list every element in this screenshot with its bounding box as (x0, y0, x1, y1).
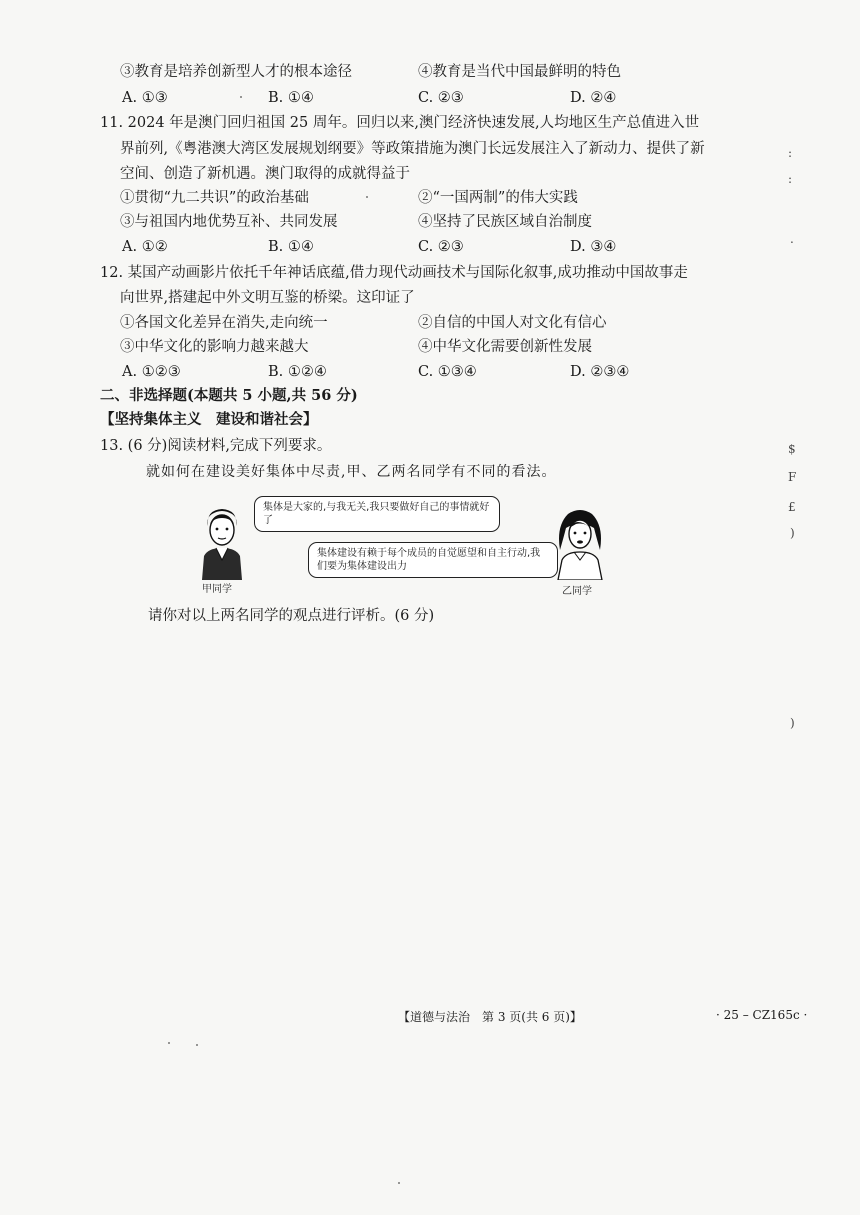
edge-mark-6: £ (788, 500, 796, 514)
scan-speck (398, 1182, 400, 1184)
q10-option-b: B. ①④ (268, 90, 314, 106)
edge-mark-3: . (790, 232, 794, 246)
section-topic-heading: 【坚持集体主义 建设和谐社会】 (100, 411, 318, 428)
q10-option-a: A. ①③ (122, 90, 168, 106)
q12-stem-line-1: 12. 某国产动画影片依托千年神话底蕴,借力现代动画技术与国际化叙事,成功推动中国故事走 (100, 265, 688, 281)
student-b-label: 乙同学 (562, 586, 592, 597)
q12-item-1: ①各国文化差异在消失,走向统一 (120, 315, 328, 331)
section-2-heading: 二、非选择题(本题共 5 小题,共 56 分) (100, 387, 358, 404)
edge-mark-1: : (788, 146, 793, 160)
q12-option-a: A. ①②③ (122, 364, 181, 380)
scan-speck (196, 1044, 198, 1046)
q13-task: 请你对以上两名同学的观点进行评析。(6 分) (148, 608, 435, 624)
q12-option-b: B. ①②④ (268, 364, 327, 380)
q11-stem-line-3: 空间、创造了新机遇。澳门取得的成就得益于 (120, 166, 410, 182)
exam-code: · 25 – CZ165c · (716, 1008, 808, 1022)
q12-item-2: ②自信的中国人对文化有信心 (418, 315, 607, 331)
q10-option-d: D. ②④ (570, 90, 617, 106)
q10-option-c: C. ②③ (418, 90, 464, 106)
edge-mark-4: $ (788, 442, 796, 456)
q11-item-4: ④坚持了民族区域自治制度 (418, 214, 592, 230)
student-b-speech-bubble: 集体建设有赖于每个成员的自觉愿望和自主行动,我们要为集体建设出力 (308, 542, 558, 578)
scan-speck (240, 96, 242, 98)
q12-item-4: ④中华文化需要创新性发展 (418, 339, 592, 355)
q11-item-3: ③与祖国内地优势互补、共同发展 (120, 214, 338, 230)
q12-option-c: C. ①③④ (418, 364, 477, 380)
student-b-illustration (550, 506, 610, 580)
student-a-illustration (192, 504, 252, 580)
q12-option-d: D. ②③④ (570, 364, 630, 380)
edge-mark-2: : (788, 172, 793, 186)
q11-option-b: B. ①④ (268, 239, 314, 255)
q11-item-2: ②“一国两制”的伟大实践 (418, 190, 578, 206)
q11-option-c: C. ②③ (418, 239, 464, 255)
q11-option-a: A. ①② (122, 239, 168, 255)
edge-mark-7: ) (790, 526, 795, 540)
q11-stem-line-2: 界前列,《粤港澳大湾区发展规划纲要》等政策措施为澳门长远发展注入了新动力、提供了新 (120, 141, 705, 157)
q12-stem-line-2: 向世界,搭建起中外文明互鉴的桥梁。这印证了 (120, 290, 415, 306)
q11-stem-line-1: 11. 2024 年是澳门回归祖国 25 周年。回归以来,澳门经济快速发展,人均地区生产总值进入世 (100, 115, 700, 131)
student-a-speech-bubble: 集体是大家的,与我无关,我只要做好自己的事情就好了 (254, 496, 500, 532)
edge-mark-5: F (788, 470, 797, 484)
q11-option-d: D. ③④ (570, 239, 617, 255)
page-footer: 【道德与法治 第 3 页(共 6 页)】 (398, 1010, 582, 1024)
scan-speck (168, 1042, 170, 1044)
edge-mark-8: ) (790, 716, 795, 730)
q12-item-3: ③中华文化的影响力越来越大 (120, 339, 309, 355)
q11-item-1: ①贯彻“九二共识”的政治基础 (120, 190, 309, 206)
q13-stem: 13. (6 分)阅读材料,完成下列要求。 (100, 438, 332, 454)
q10-item-4: ④教育是当代中国最鲜明的特色 (418, 64, 621, 80)
q13-figure (190, 490, 610, 600)
scan-speck (366, 196, 368, 198)
q10-item-3: ③教育是培养创新型人才的根本途径 (120, 64, 352, 80)
q13-intro: 就如何在建设美好集体中尽责,甲、乙两名同学有不同的看法。 (146, 464, 557, 480)
student-a-label: 甲同学 (202, 584, 232, 595)
